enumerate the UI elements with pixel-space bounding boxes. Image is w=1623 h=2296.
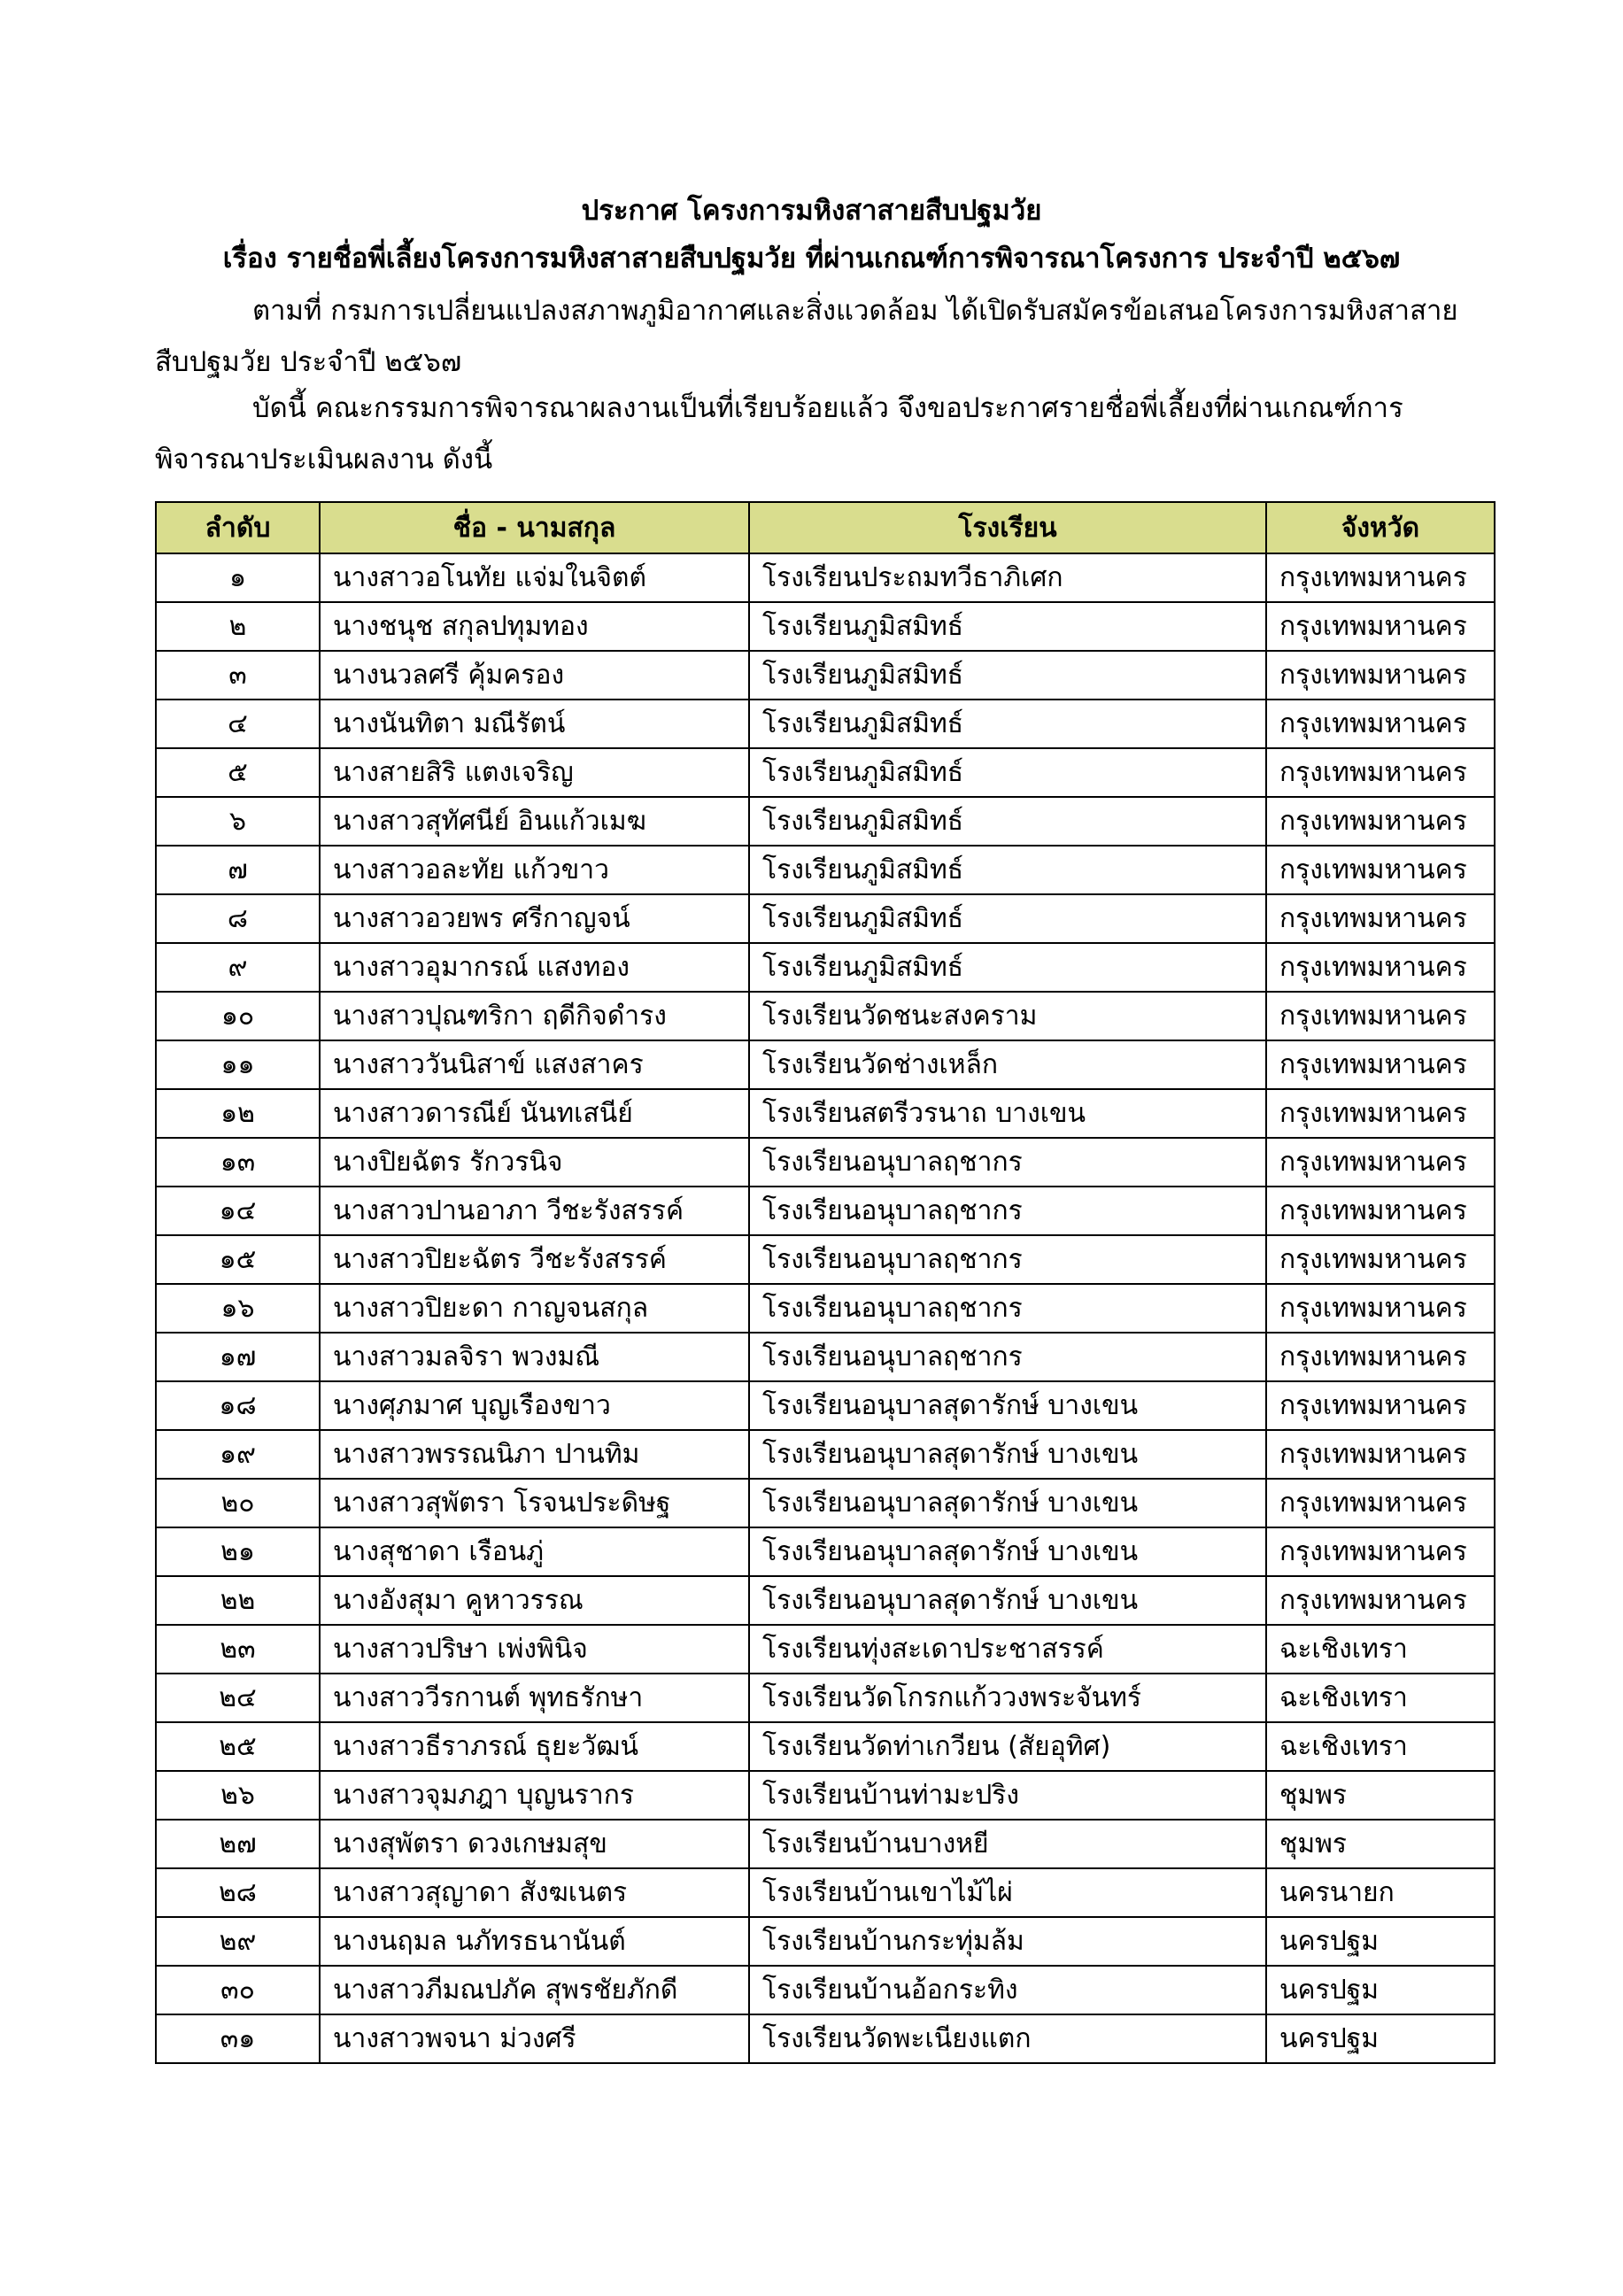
- cell-name: นางนฤมล นภัทรธนานันต์: [320, 1917, 749, 1966]
- cell-province: ฉะเชิงเทรา: [1266, 1674, 1495, 1722]
- cell-name: นางนันทิตา มณีรัตน์: [320, 700, 749, 748]
- cell-province: นครนายก: [1266, 1868, 1495, 1917]
- cell-province: นครปฐม: [1266, 1966, 1495, 2014]
- cell-school: โรงเรียนภูมิสมิทธ์: [749, 894, 1266, 943]
- cell-order: ๒๖: [156, 1771, 320, 1820]
- table-row: [156, 1089, 1495, 1138]
- table-row: [156, 992, 1495, 1040]
- cell-name: นางสาวภีมณปภัค สุพรชัยภักดี: [320, 1966, 749, 2014]
- table-row: [156, 1040, 1495, 1089]
- cell-name: นางสุชาดา เรือนภู่: [320, 1527, 749, 1576]
- cell-order: ๖: [156, 797, 320, 846]
- header-school: โรงเรียน: [749, 502, 1266, 553]
- header-order: ลำดับ: [156, 502, 320, 553]
- cell-school: โรงเรียนภูมิสมิทธ์: [749, 846, 1266, 894]
- cell-province: ชุมพร: [1266, 1771, 1495, 1820]
- table-row: [156, 1966, 1495, 2014]
- table-row: [156, 1138, 1495, 1187]
- table-row: [156, 894, 1495, 943]
- cell-name: นางสายสิริ แตงเจริญ: [320, 748, 749, 797]
- cell-name: นางสาวปานอาภา วีชะรังสรรค์: [320, 1187, 749, 1235]
- cell-province: กรุงเทพมหานคร: [1266, 602, 1495, 651]
- cell-name: นางสาวอโนทัย แจ่มในจิตต์: [320, 553, 749, 602]
- cell-name: นางปิยฉัตร รักวรนิจ: [320, 1138, 749, 1187]
- cell-order: ๑๓: [156, 1138, 320, 1187]
- cell-order: ๑๔: [156, 1187, 320, 1235]
- cell-name: นางสาวสุญาดา สังฆเนตร: [320, 1868, 749, 1917]
- cell-school: โรงเรียนประถมทวีธาภิเศก: [749, 553, 1266, 602]
- cell-school: โรงเรียนบ้านบางหยี: [749, 1820, 1266, 1868]
- cell-order: ๗: [156, 846, 320, 894]
- cell-school: โรงเรียนอนุบาลสุดารักษ์ บางเขน: [749, 1576, 1266, 1625]
- cell-province: กรุงเทพมหานคร: [1266, 1235, 1495, 1284]
- cell-province: กรุงเทพมหานคร: [1266, 553, 1495, 602]
- cell-name: นางสาวปริษา เพ่งพินิจ: [320, 1625, 749, 1674]
- mentor-table: [155, 501, 1495, 2064]
- cell-order: ๕: [156, 748, 320, 797]
- cell-province: ชุมพร: [1266, 1820, 1495, 1868]
- cell-order: ๘: [156, 894, 320, 943]
- table-row: [156, 2014, 1495, 2063]
- cell-school: โรงเรียนอนุบาลฤชากร: [749, 1235, 1266, 1284]
- cell-order: ๒๐: [156, 1479, 320, 1527]
- table-row: [156, 553, 1495, 602]
- table-row: [156, 943, 1495, 992]
- cell-school: โรงเรียนบ้านอ้อกระทิง: [749, 1966, 1266, 2014]
- cell-province: กรุงเทพมหานคร: [1266, 1381, 1495, 1430]
- header-name: ชื่อ - นามสกุล: [320, 502, 749, 553]
- cell-name: นางสาวอุมากรณ์ แสงทอง: [320, 943, 749, 992]
- cell-province: กรุงเทพมหานคร: [1266, 894, 1495, 943]
- cell-school: โรงเรียนวัดพะเนียงแตก: [749, 2014, 1266, 2063]
- cell-order: ๒๗: [156, 1820, 320, 1868]
- table-header-row: [156, 502, 1495, 553]
- cell-name: นางชนุช สกุลปทุมทอง: [320, 602, 749, 651]
- cell-name: นางสุพัตรา ดวงเกษมสุข: [320, 1820, 749, 1868]
- cell-order: ๒: [156, 602, 320, 651]
- table-row: [156, 1527, 1495, 1576]
- table-row: [156, 1771, 1495, 1820]
- cell-school: โรงเรียนบ้านกระทุ่มล้ม: [749, 1917, 1266, 1966]
- cell-order: ๑๑: [156, 1040, 320, 1089]
- cell-province: กรุงเทพมหานคร: [1266, 748, 1495, 797]
- cell-order: ๒๕: [156, 1722, 320, 1771]
- cell-name: นางสาวพรรณนิภา ปานทิม: [320, 1430, 749, 1479]
- table-row: [156, 1917, 1495, 1966]
- cell-school: โรงเรียนภูมิสมิทธ์: [749, 943, 1266, 992]
- cell-school: โรงเรียนอนุบาลฤชากร: [749, 1187, 1266, 1235]
- cell-school: โรงเรียนอนุบาลฤชากร: [749, 1333, 1266, 1381]
- cell-name: นางศุภมาศ บุญเรืองขาว: [320, 1381, 749, 1430]
- cell-name: นางสาวธีราภรณ์ ธุยะวัฒน์: [320, 1722, 749, 1771]
- cell-province: กรุงเทพมหานคร: [1266, 1479, 1495, 1527]
- cell-school: โรงเรียนอนุบาลสุดารักษ์ บางเขน: [749, 1479, 1266, 1527]
- cell-name: นางสาวมลจิรา พวงมณี: [320, 1333, 749, 1381]
- cell-order: ๒๙: [156, 1917, 320, 1966]
- cell-province: กรุงเทพมหานคร: [1266, 651, 1495, 700]
- cell-province: นครปฐม: [1266, 1917, 1495, 1966]
- table-row: [156, 748, 1495, 797]
- cell-school: โรงเรียนบ้านเขาไม้ไผ่: [749, 1868, 1266, 1917]
- cell-province: ฉะเชิงเทรา: [1266, 1625, 1495, 1674]
- cell-province: กรุงเทพมหานคร: [1266, 1333, 1495, 1381]
- cell-school: โรงเรียนภูมิสมิทธ์: [749, 748, 1266, 797]
- cell-school: โรงเรียนวัดช่างเหล็ก: [749, 1040, 1266, 1089]
- cell-order: ๓๐: [156, 1966, 320, 2014]
- table-row: [156, 846, 1495, 894]
- cell-school: โรงเรียนบ้านท่ามะปริง: [749, 1771, 1266, 1820]
- table-row: [156, 797, 1495, 846]
- cell-order: ๓: [156, 651, 320, 700]
- cell-name: นางสาวปิยะฉัตร วีชะรังสรรค์: [320, 1235, 749, 1284]
- table-row: [156, 700, 1495, 748]
- cell-school: โรงเรียนสตรีวรนาถ บางเขน: [749, 1089, 1266, 1138]
- cell-province: กรุงเทพมหานคร: [1266, 943, 1495, 992]
- announcement-title: ประกาศ โครงการมหิงสาสายสืบปฐมวัย: [581, 195, 1042, 227]
- cell-order: ๑๒: [156, 1089, 320, 1138]
- table-row: [156, 1722, 1495, 1771]
- cell-province: กรุงเทพมหานคร: [1266, 1138, 1495, 1187]
- cell-school: โรงเรียนอนุบาลสุดารักษ์ บางเขน: [749, 1527, 1266, 1576]
- cell-name: นางสาววีรกานต์ พุทธรักษา: [320, 1674, 749, 1722]
- cell-order: ๑๘: [156, 1381, 320, 1430]
- cell-school: โรงเรียนอนุบาลสุดารักษ์ บางเขน: [749, 1381, 1266, 1430]
- announcement-paragraph: บัดนี้ คณะกรรมการพิจารณาผลงานเป็นที่เรียบร้อยแล้ว จึงขอประกาศรายชื่อพี่เลี้ยงที่ผ่านเกณฑ์การพิจารณาประเมินผลงาน ดังนี้: [155, 392, 1403, 475]
- cell-order: ๑๖: [156, 1284, 320, 1333]
- cell-name: นางสาววันนิสาข์ แสงสาคร: [320, 1040, 749, 1089]
- table-row: [156, 1674, 1495, 1722]
- table-row: [156, 1868, 1495, 1917]
- cell-order: ๓๑: [156, 2014, 320, 2063]
- table-body: [156, 553, 1495, 2063]
- cell-school: โรงเรียนภูมิสมิทธ์: [749, 797, 1266, 846]
- cell-order: ๒๘: [156, 1868, 320, 1917]
- cell-name: นางสาวปุณฑริกา ฤดีกิจดำรง: [320, 992, 749, 1040]
- cell-school: โรงเรียนอนุบาลฤชากร: [749, 1138, 1266, 1187]
- cell-name: นางสาวปิยะดา กาญจนสกุล: [320, 1284, 749, 1333]
- cell-name: นางสาวอวยพร ศรีกาญจน์: [320, 894, 749, 943]
- cell-province: กรุงเทพมหานคร: [1266, 1040, 1495, 1089]
- table-row: [156, 1187, 1495, 1235]
- cell-order: ๑๕: [156, 1235, 320, 1284]
- cell-school: โรงเรียนวัดชนะสงคราม: [749, 992, 1266, 1040]
- table-row: [156, 1333, 1495, 1381]
- cell-school: โรงเรียนภูมิสมิทธ์: [749, 602, 1266, 651]
- cell-name: นางสาวดารณีย์ นันทเสนีย์: [320, 1089, 749, 1138]
- cell-order: ๙: [156, 943, 320, 992]
- cell-province: กรุงเทพมหานคร: [1266, 1430, 1495, 1479]
- table-row: [156, 1479, 1495, 1527]
- cell-province: นครปฐม: [1266, 2014, 1495, 2063]
- cell-province: กรุงเทพมหานคร: [1266, 1284, 1495, 1333]
- cell-school: โรงเรียนวัดโกรกแก้ววงพระจันทร์: [749, 1674, 1266, 1722]
- cell-province: กรุงเทพมหานคร: [1266, 700, 1495, 748]
- cell-province: กรุงเทพมหานคร: [1266, 1089, 1495, 1138]
- cell-province: กรุงเทพมหานคร: [1266, 1527, 1495, 1576]
- cell-school: โรงเรียนภูมิสมิทธ์: [749, 700, 1266, 748]
- cell-name: นางสาวสุพัตรา โรจนประดิษฐ: [320, 1479, 749, 1527]
- announcement-subject: เรื่อง รายชื่อพี่เลี้ยงโครงการมหิงสาสายสืบปฐมวัย ที่ผ่านเกณฑ์การพิจารณาโครงการ ประจำปี ๒๕๖๗: [222, 243, 1401, 274]
- intro-paragraph: ตามที่ กรมการเปลี่ยนแปลงสภาพภูมิอากาศและสิ่งแวดล้อม ได้เปิดรับสมัครข้อเสนอโครงการมหิงสาสายสืบปฐมวัย ประจำปี ๒๕๖๗: [155, 295, 1458, 378]
- table-row: [156, 602, 1495, 651]
- cell-order: ๑: [156, 553, 320, 602]
- cell-name: นางอังสุมา คูหาวรรณ: [320, 1576, 749, 1625]
- cell-school: โรงเรียนอนุบาลสุดารักษ์ บางเขน: [749, 1430, 1266, 1479]
- table-row: [156, 1235, 1495, 1284]
- cell-school: โรงเรียนทุ่งสะเดาประชาสรรค์: [749, 1625, 1266, 1674]
- cell-order: ๒๓: [156, 1625, 320, 1674]
- cell-order: ๔: [156, 700, 320, 748]
- cell-order: ๑๗: [156, 1333, 320, 1381]
- table-row: [156, 1430, 1495, 1479]
- cell-name: นางนวลศรี คุ้มครอง: [320, 651, 749, 700]
- cell-name: นางสาวจุมภฎา บุญนรากร: [320, 1771, 749, 1820]
- cell-province: กรุงเทพมหานคร: [1266, 992, 1495, 1040]
- cell-province: กรุงเทพมหานคร: [1266, 1187, 1495, 1235]
- cell-school: โรงเรียนวัดท่าเกวียน (สัยอุทิศ): [749, 1722, 1266, 1771]
- table-row: [156, 1381, 1495, 1430]
- table-row: [156, 1625, 1495, 1674]
- cell-order: ๒๒: [156, 1576, 320, 1625]
- cell-province: กรุงเทพมหานคร: [1266, 846, 1495, 894]
- cell-name: นางสาวอละทัย แก้วขาว: [320, 846, 749, 894]
- cell-order: ๑๙: [156, 1430, 320, 1479]
- cell-name: นางสาวพจนา ม่วงศรี: [320, 2014, 749, 2063]
- table-row: [156, 1284, 1495, 1333]
- cell-province: ฉะเชิงเทรา: [1266, 1722, 1495, 1771]
- header-province: จังหวัด: [1266, 502, 1495, 553]
- cell-school: โรงเรียนอนุบาลฤชากร: [749, 1284, 1266, 1333]
- cell-name: นางสาวสุทัศนีย์ อินแก้วเมฆ: [320, 797, 749, 846]
- table-row: [156, 651, 1495, 700]
- cell-order: ๑๐: [156, 992, 320, 1040]
- cell-province: กรุงเทพมหานคร: [1266, 797, 1495, 846]
- cell-school: โรงเรียนภูมิสมิทธ์: [749, 651, 1266, 700]
- cell-order: ๒๑: [156, 1527, 320, 1576]
- table-row: [156, 1576, 1495, 1625]
- cell-order: ๒๔: [156, 1674, 320, 1722]
- cell-province: กรุงเทพมหานคร: [1266, 1576, 1495, 1625]
- table-row: [156, 1820, 1495, 1868]
